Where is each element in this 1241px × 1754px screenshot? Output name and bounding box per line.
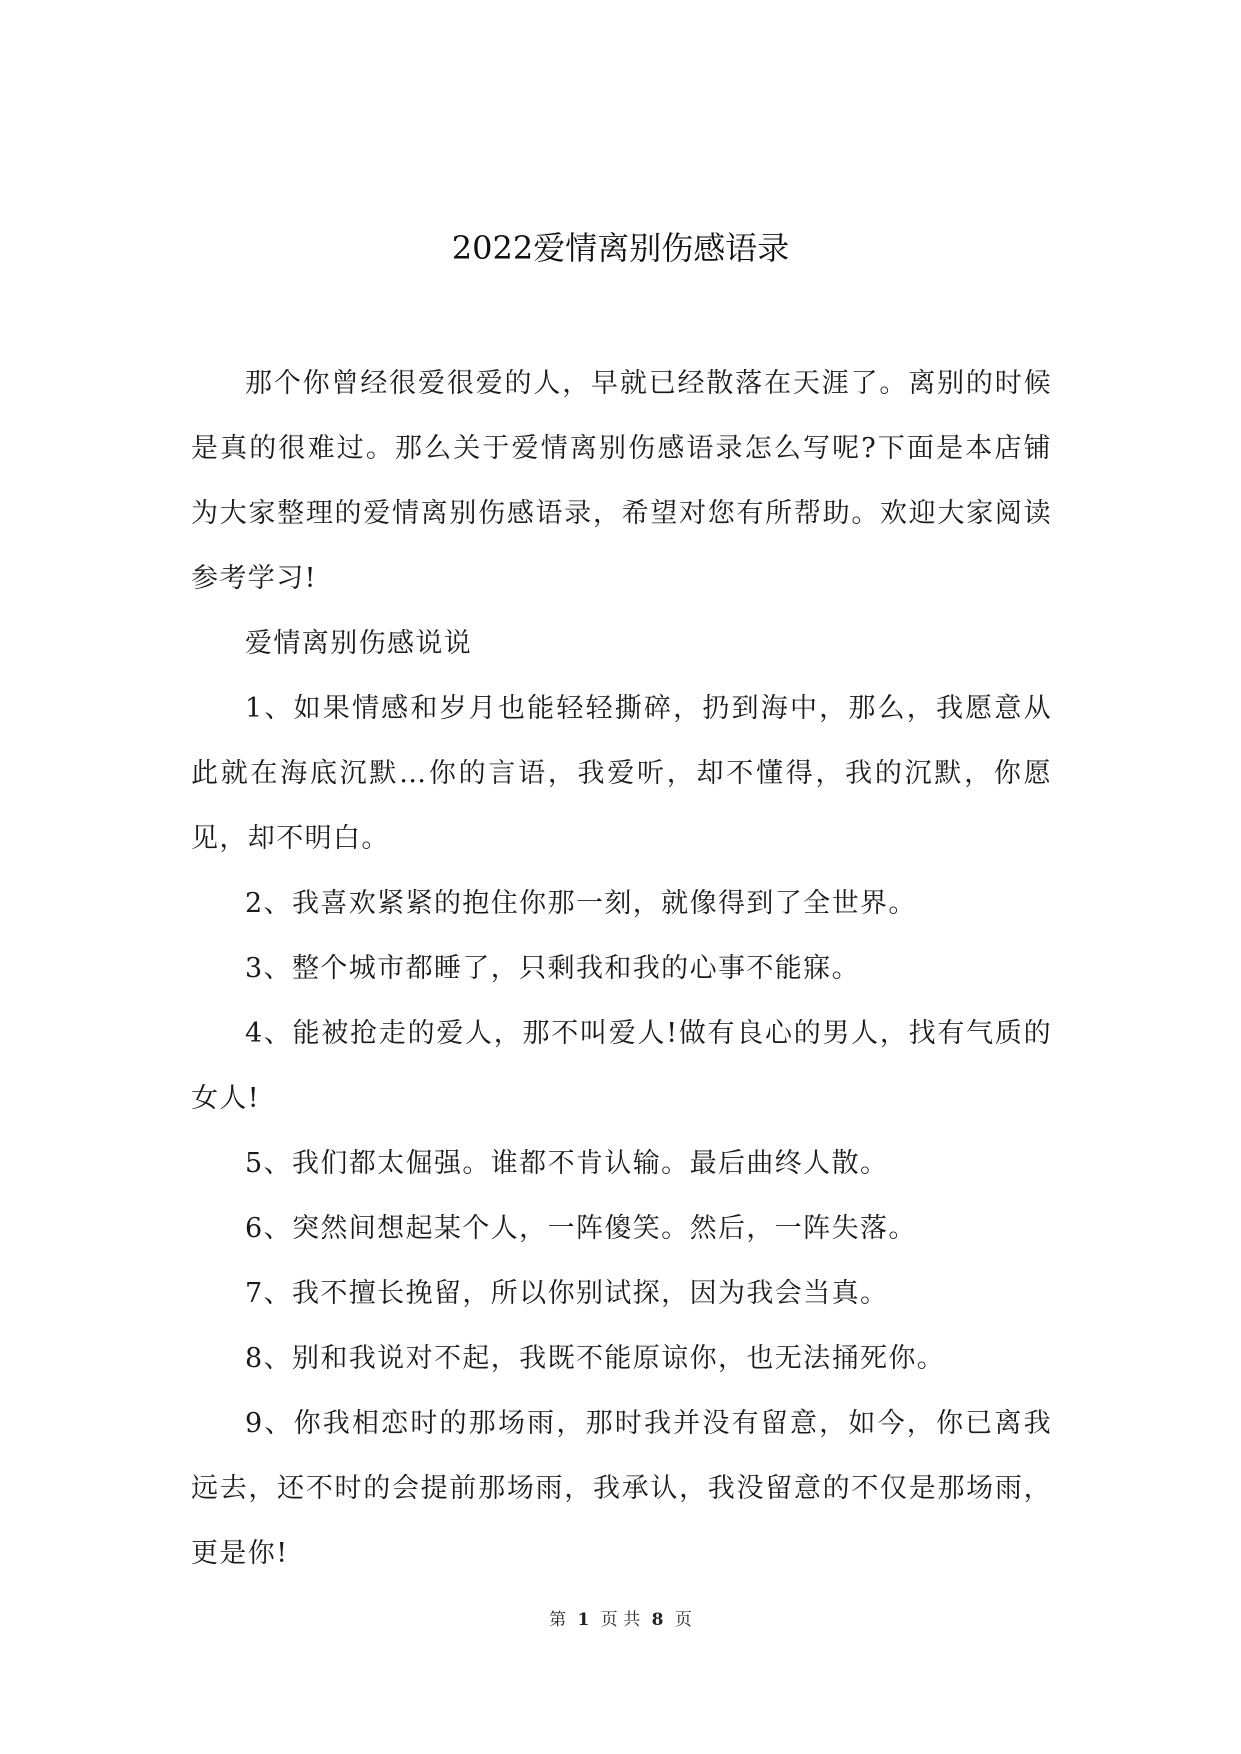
quote-item-6: 6、突然间想起某个人，一阵傻笑。然后，一阵失落。 (245, 1213, 917, 1244)
quote-item-8: 8、别和我说对不起，我既不能原谅你，也无法捅死你。 (245, 1343, 946, 1374)
quote-item-4: 4、能被抢走的爱人，那不叫爱人!做有良心的男人，找有气质的女人! (191, 1018, 1052, 1114)
total-pages-number: 8 (651, 1610, 664, 1630)
section-heading: 爱情离别伤感说说 (245, 628, 473, 659)
footer-prefix: 第 (549, 1610, 567, 1630)
footer-suffix: 页 (674, 1610, 692, 1630)
quote-item-7: 7、我不擅长挽留，所以你别试探，因为我会当真。 (245, 1278, 889, 1309)
quote-item-5: 5、我们都太倔强。谁都不肯认输。最后曲终人散。 (245, 1148, 889, 1179)
quote-item-9: 9、你我相恋时的那场雨，那时我并没有留意，如今，你已离我远去，还不时的会提前那场雨，我承认，我没留意的不仅是那场雨，更是你! (191, 1408, 1052, 1569)
quote-item-3: 3、整个城市都睡了，只剩我和我的心事不能寐。 (245, 953, 860, 984)
current-page-number: 1 (577, 1610, 590, 1630)
document-body (191, 351, 1052, 1586)
footer-middle: 页 共 (600, 1610, 641, 1630)
intro-paragraph: 那个你曾经很爱很爱的人，早就已经散落在天涯了。离别的时候是真的很难过。那么关于爱情离别伤感语录怎么写呢?下面是本店铺为大家整理的爱情离别伤感语录，希望对您有所帮助。欢迎大家阅读参考学习! (191, 368, 1052, 594)
quote-item-1: 1、如果情感和岁月也能轻轻撕碎，扔到海中，那么，我愿意从此就在海底沉默…你的言语，我爱听，却不懂得，我的沉默，你愿见，却不明白。 (191, 693, 1052, 854)
document-title: 2022爱情离别伤感语录 (451, 229, 790, 267)
page-footer (0, 1608, 1241, 1632)
quote-item-2: 2、我喜欢紧紧的抱住你那一刻，就像得到了全世界。 (245, 888, 917, 919)
